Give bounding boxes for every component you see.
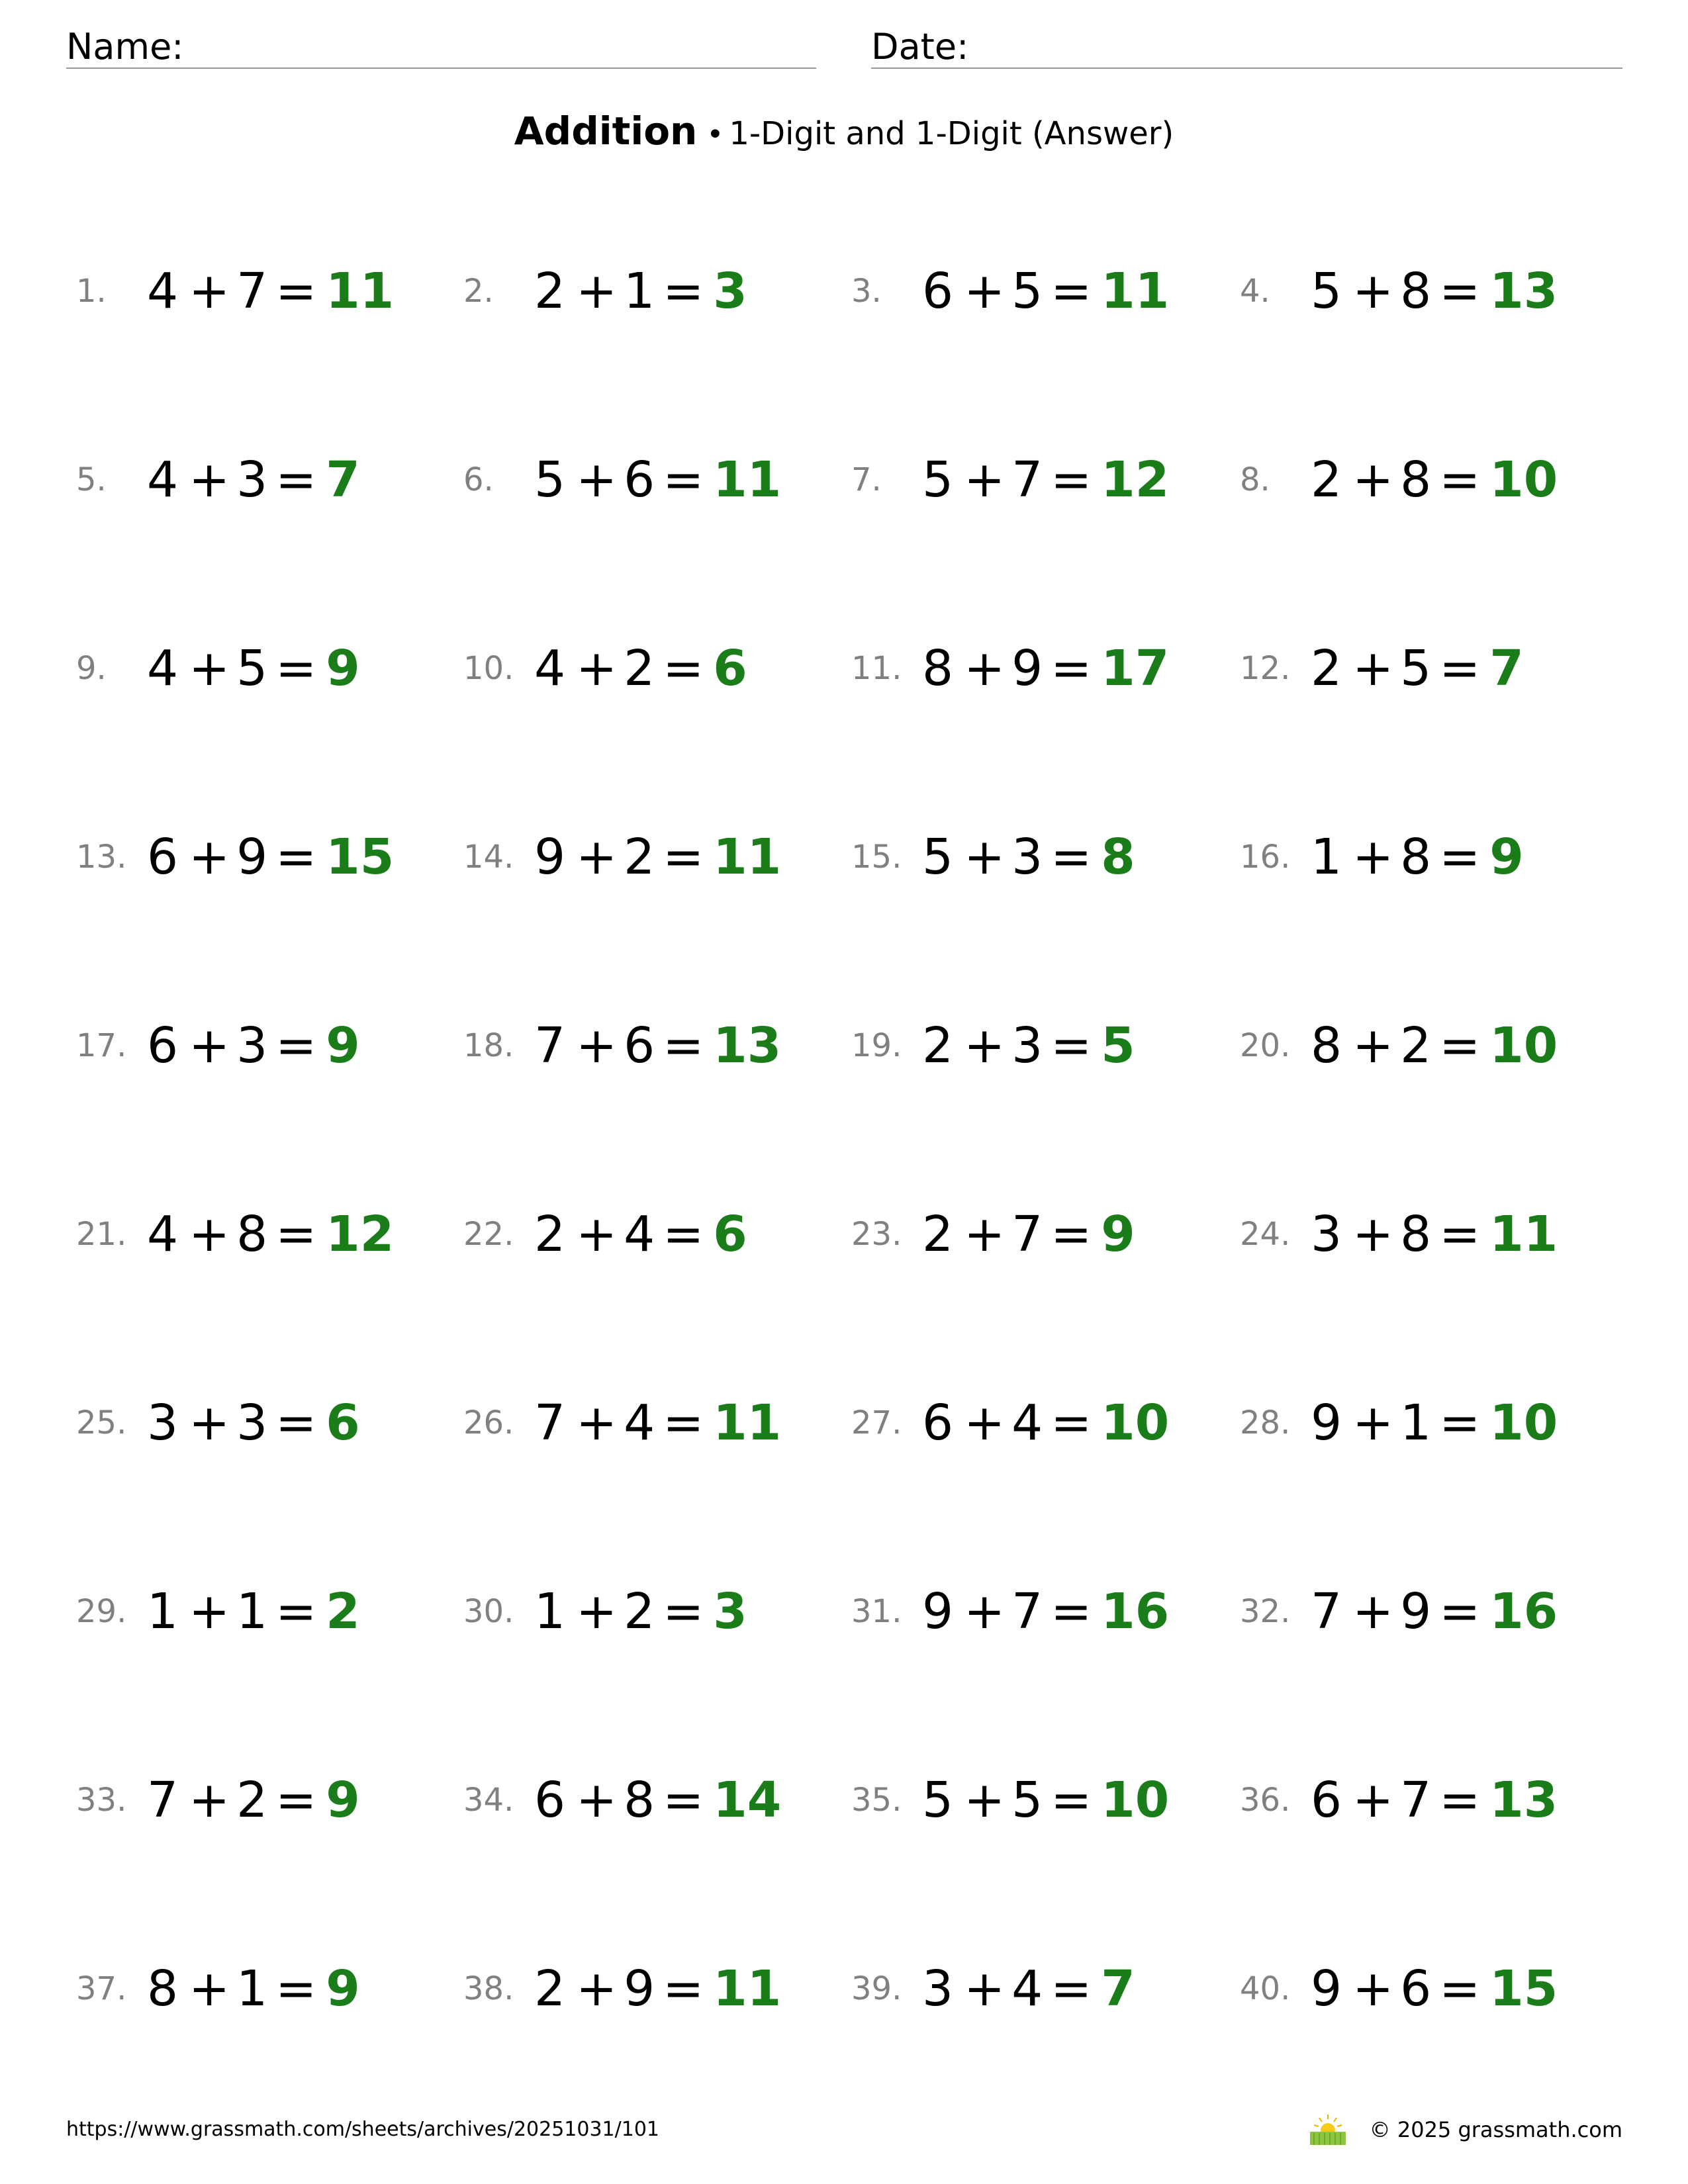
plus-sign: +: [964, 1960, 1006, 2017]
addend-b: 5: [236, 640, 268, 697]
problem-number: 25.: [76, 1404, 127, 1441]
addend-a: 2: [534, 1960, 566, 2017]
problem-number: 19.: [851, 1027, 902, 1064]
addend-b: 6: [624, 451, 655, 508]
footer-branding: [1305, 2110, 1622, 2150]
addend-a: 6: [922, 1394, 954, 1451]
answer: 11: [1101, 263, 1170, 320]
addend-b: 8: [1400, 829, 1432, 886]
addend-b: 9: [1011, 640, 1043, 697]
addend-a: 7: [534, 1017, 566, 1074]
plus-sign: +: [189, 1583, 230, 1640]
problem-number: 24.: [1240, 1216, 1291, 1253]
addend-a: 4: [147, 640, 179, 697]
problem-expression: [1311, 258, 1558, 324]
problem-expression: [147, 447, 360, 513]
equals-sign: =: [275, 1206, 317, 1263]
addend-b: 8: [1400, 263, 1432, 320]
problem-number: 1.: [76, 273, 107, 310]
problem-expression: [147, 1956, 360, 2022]
equals-sign: =: [1051, 1583, 1092, 1640]
problem-expression: [922, 1956, 1135, 2022]
addend-b: 2: [624, 640, 655, 697]
equals-sign: =: [1439, 1772, 1481, 1829]
equals-sign: =: [1051, 1394, 1092, 1451]
addend-b: 8: [1400, 1206, 1432, 1263]
problem-expression: [534, 1956, 781, 2022]
problem-number: 37.: [76, 1970, 127, 2007]
plus-sign: +: [1352, 263, 1394, 320]
addend-b: 1: [236, 1583, 268, 1640]
problem-expression: [147, 1767, 360, 1833]
plus-sign: +: [576, 1583, 618, 1640]
equals-sign: =: [1051, 1206, 1092, 1263]
equals-sign: =: [1051, 1017, 1092, 1074]
problem-number: 39.: [851, 1970, 902, 2007]
answer: 16: [1101, 1583, 1170, 1640]
equals-sign: =: [275, 1583, 317, 1640]
addend-a: 2: [534, 1206, 566, 1263]
problem-number: 6.: [463, 461, 494, 498]
plus-sign: +: [576, 640, 618, 697]
plus-sign: +: [576, 1017, 618, 1074]
answer: 9: [326, 640, 360, 697]
addend-b: 6: [624, 1017, 655, 1074]
answer: 7: [326, 451, 360, 508]
problem-expression: [147, 1201, 394, 1267]
addend-a: 1: [534, 1583, 566, 1640]
problem-expression: [534, 258, 747, 324]
addend-b: 1: [1400, 1394, 1432, 1451]
date-label: Date:: [871, 26, 969, 68]
addend-b: 4: [1011, 1960, 1043, 2017]
problem-number: 9.: [76, 650, 107, 687]
equals-sign: =: [1439, 1394, 1481, 1451]
plus-sign: +: [576, 1772, 618, 1829]
problem-number: 35.: [851, 1782, 902, 1819]
addend-b: 4: [624, 1394, 655, 1451]
problem-number: 18.: [463, 1027, 514, 1064]
plus-sign: +: [964, 1206, 1006, 1263]
equals-sign: =: [1439, 1960, 1481, 2017]
answer: 11: [713, 1960, 782, 2017]
plus-sign: +: [189, 1960, 230, 2017]
title-subtitle: 1-Digit and 1-Digit (Answer): [729, 115, 1174, 152]
plus-sign: +: [1352, 1583, 1394, 1640]
equals-sign: =: [663, 1394, 704, 1451]
plus-sign: +: [189, 1017, 230, 1074]
problem-number: 22.: [463, 1216, 514, 1253]
equals-sign: =: [663, 1017, 704, 1074]
plus-sign: +: [1352, 1017, 1394, 1074]
addend-b: 7: [1011, 451, 1043, 508]
problem-number: 4.: [1240, 273, 1270, 310]
problem-number: 29.: [76, 1593, 127, 1630]
addend-a: 8: [922, 640, 954, 697]
plus-sign: +: [1352, 640, 1394, 697]
equals-sign: =: [1051, 263, 1092, 320]
plus-sign: +: [189, 640, 230, 697]
addend-b: 9: [236, 829, 268, 886]
equals-sign: =: [1439, 829, 1481, 886]
answer: 10: [1489, 1394, 1558, 1451]
addend-a: 4: [534, 640, 566, 697]
problem-number: 16.: [1240, 839, 1291, 876]
plus-sign: +: [189, 451, 230, 508]
problem-expression: [1311, 1201, 1558, 1267]
addend-b: 5: [1011, 1772, 1043, 1829]
equals-sign: =: [1439, 451, 1481, 508]
answer: 13: [1489, 263, 1558, 320]
addend-b: 4: [624, 1206, 655, 1263]
equals-sign: =: [1439, 1017, 1481, 1074]
equals-sign: =: [663, 1583, 704, 1640]
problem-expression: [1311, 1390, 1558, 1456]
answer: 10: [1489, 451, 1558, 508]
addend-b: 7: [1400, 1772, 1432, 1829]
problem-expression: [922, 1390, 1169, 1456]
answer: 13: [713, 1017, 782, 1074]
problem-expression: [1311, 1956, 1558, 2022]
addend-b: 8: [1400, 451, 1432, 508]
equals-sign: =: [1439, 1206, 1481, 1263]
plus-sign: +: [189, 1206, 230, 1263]
addend-b: 2: [624, 1583, 655, 1640]
equals-sign: =: [663, 1206, 704, 1263]
addend-a: 9: [1311, 1960, 1342, 2017]
plus-sign: +: [964, 1772, 1006, 1829]
problem-expression: [922, 1201, 1135, 1267]
addend-b: 3: [1011, 829, 1043, 886]
equals-sign: =: [663, 263, 704, 320]
addend-b: 5: [1400, 640, 1432, 697]
plus-sign: +: [189, 1772, 230, 1829]
addend-a: 4: [147, 451, 179, 508]
answer: 10: [1101, 1394, 1170, 1451]
problem-number: 30.: [463, 1593, 514, 1630]
addend-b: 7: [1011, 1583, 1043, 1640]
answer: 2: [326, 1583, 360, 1640]
problem-expression: [147, 1578, 360, 1645]
problem-expression: [1311, 635, 1524, 702]
equals-sign: =: [275, 1960, 317, 2017]
equals-sign: =: [1051, 1772, 1092, 1829]
addend-b: 3: [1011, 1017, 1043, 1074]
problem-expression: [534, 1390, 781, 1456]
problem-expression: [147, 824, 394, 890]
answer: 17: [1101, 640, 1170, 697]
addend-a: 1: [1311, 829, 1342, 886]
answer: 9: [1489, 829, 1524, 886]
addend-a: 9: [922, 1583, 954, 1640]
addend-a: 2: [534, 263, 566, 320]
plus-sign: +: [964, 1394, 1006, 1451]
addend-a: 2: [922, 1206, 954, 1263]
answer: 9: [326, 1960, 360, 2017]
equals-sign: =: [275, 451, 317, 508]
addend-a: 6: [922, 263, 954, 320]
addend-b: 6: [1400, 1960, 1432, 2017]
problem-number: 31.: [851, 1593, 902, 1630]
answer: 11: [713, 829, 782, 886]
addend-a: 9: [534, 829, 566, 886]
equals-sign: =: [275, 1017, 317, 1074]
plus-sign: +: [1352, 829, 1394, 886]
plus-sign: +: [576, 451, 618, 508]
problem-number: 3.: [851, 273, 882, 310]
plus-sign: +: [964, 829, 1006, 886]
problem-number: 36.: [1240, 1782, 1291, 1819]
equals-sign: =: [663, 640, 704, 697]
plus-sign: +: [576, 1960, 618, 2017]
equals-sign: =: [1439, 263, 1481, 320]
title-separator: •: [706, 118, 724, 152]
answer: 3: [713, 1583, 747, 1640]
answer: 6: [326, 1394, 360, 1451]
plus-sign: +: [964, 263, 1006, 320]
addend-a: 5: [922, 1772, 954, 1829]
problem-expression: [147, 635, 360, 702]
problem-expression: [922, 258, 1169, 324]
problem-number: 26.: [463, 1404, 514, 1441]
problem-expression: [534, 1013, 781, 1079]
addend-b: 2: [624, 829, 655, 886]
plus-sign: +: [964, 1583, 1006, 1640]
problem-expression: [922, 1767, 1169, 1833]
addend-a: 6: [147, 1017, 179, 1074]
problem-number: 8.: [1240, 461, 1270, 498]
problem-expression: [922, 1013, 1135, 1079]
answer: 16: [1489, 1583, 1558, 1640]
problem-expression: [1311, 824, 1524, 890]
addend-a: 7: [1311, 1583, 1342, 1640]
problem-number: 13.: [76, 839, 127, 876]
title-main: Addition: [514, 109, 698, 154]
answer: 14: [713, 1772, 782, 1829]
plus-sign: +: [576, 263, 618, 320]
answer: 10: [1101, 1772, 1170, 1829]
problem-number: 20.: [1240, 1027, 1291, 1064]
addend-a: 1: [147, 1583, 179, 1640]
problem-expression: [922, 447, 1169, 513]
addend-b: 8: [624, 1772, 655, 1829]
equals-sign: =: [275, 829, 317, 886]
grass-sun-icon: [1305, 2113, 1351, 2146]
addend-a: 4: [147, 1206, 179, 1263]
answer: 7: [1489, 640, 1524, 697]
equals-sign: =: [663, 1772, 704, 1829]
equals-sign: =: [275, 263, 317, 320]
answer: 11: [326, 263, 395, 320]
addend-a: 4: [147, 263, 179, 320]
answer: 9: [326, 1772, 360, 1829]
equals-sign: =: [1051, 1960, 1092, 2017]
equals-sign: =: [1051, 451, 1092, 508]
name-label: Name:: [66, 26, 184, 68]
problem-number: 38.: [463, 1970, 514, 2007]
addend-a: 8: [1311, 1017, 1342, 1074]
problem-expression: [534, 447, 781, 513]
problem-expression: [147, 1390, 360, 1456]
addend-a: 5: [922, 451, 954, 508]
addend-b: 1: [236, 1960, 268, 2017]
addend-b: 3: [236, 1394, 268, 1451]
plus-sign: +: [189, 1394, 230, 1451]
problem-expression: [1311, 1578, 1558, 1645]
problem-number: 32.: [1240, 1593, 1291, 1630]
equals-sign: =: [275, 640, 317, 697]
equals-sign: =: [1051, 829, 1092, 886]
plus-sign: +: [576, 1206, 618, 1263]
copyright: © 2025 grassmath.com: [1369, 2117, 1622, 2142]
plus-sign: +: [964, 640, 1006, 697]
answer: 5: [1101, 1017, 1135, 1074]
answer: 9: [1101, 1206, 1135, 1263]
addend-b: 1: [624, 263, 655, 320]
addend-b: 7: [236, 263, 268, 320]
problem-number: 28.: [1240, 1404, 1291, 1441]
problem-expression: [922, 635, 1169, 702]
plus-sign: +: [1352, 1772, 1394, 1829]
problem-expression: [534, 1201, 747, 1267]
problem-number: 14.: [463, 839, 514, 876]
addend-b: 3: [236, 1017, 268, 1074]
addend-a: 2: [1311, 640, 1342, 697]
problem-number: 10.: [463, 650, 514, 687]
problem-expression: [534, 1578, 747, 1645]
answer: 10: [1489, 1017, 1558, 1074]
addend-a: 3: [1311, 1206, 1342, 1263]
problem-number: 7.: [851, 461, 882, 498]
problem-expression: [534, 635, 747, 702]
addend-a: 5: [1311, 263, 1342, 320]
equals-sign: =: [1439, 640, 1481, 697]
problem-expression: [1311, 447, 1558, 513]
problem-number: 17.: [76, 1027, 127, 1064]
problem-expression: [922, 1578, 1169, 1645]
addend-a: 7: [147, 1772, 179, 1829]
footer-url[interactable]: https://www.grassmath.com/sheets/archives/20251031/101: [66, 2118, 660, 2141]
problem-number: 23.: [851, 1216, 902, 1253]
addend-a: 6: [1311, 1772, 1342, 1829]
answer: 12: [326, 1206, 395, 1263]
problem-number: 40.: [1240, 1970, 1291, 2007]
problem-number: 21.: [76, 1216, 127, 1253]
addend-a: 5: [922, 829, 954, 886]
plus-sign: +: [1352, 1960, 1394, 2017]
problem-number: 11.: [851, 650, 902, 687]
problem-number: 5.: [76, 461, 107, 498]
problem-expression: [1311, 1013, 1558, 1079]
answer: 6: [713, 640, 747, 697]
problem-expression: [147, 1013, 360, 1079]
answer: 15: [1489, 1960, 1558, 2017]
problem-number: 2.: [463, 273, 494, 310]
problem-number: 33.: [76, 1782, 127, 1819]
problem-number: 27.: [851, 1404, 902, 1441]
addend-b: 9: [624, 1960, 655, 2017]
plus-sign: +: [1352, 1206, 1394, 1263]
answer: 8: [1101, 829, 1135, 886]
addend-a: 8: [147, 1960, 179, 2017]
answer: 11: [713, 451, 782, 508]
plus-sign: +: [576, 829, 618, 886]
problem-expression: [1311, 1767, 1558, 1833]
answer: 12: [1101, 451, 1170, 508]
problem-expression: [147, 258, 394, 324]
answer: 13: [1489, 1772, 1558, 1829]
addend-a: 6: [147, 829, 179, 886]
addend-a: 2: [1311, 451, 1342, 508]
answer: 11: [713, 1394, 782, 1451]
addend-a: 3: [922, 1960, 954, 2017]
equals-sign: =: [663, 829, 704, 886]
addend-b: 3: [236, 451, 268, 508]
addend-b: 5: [1011, 263, 1043, 320]
equals-sign: =: [275, 1772, 317, 1829]
plus-sign: +: [1352, 451, 1394, 508]
addend-b: 2: [236, 1772, 268, 1829]
addend-a: 6: [534, 1772, 566, 1829]
addend-b: 9: [1400, 1583, 1432, 1640]
plus-sign: +: [964, 451, 1006, 508]
addend-b: 4: [1011, 1394, 1043, 1451]
problem-expression: [534, 1767, 781, 1833]
answer: 6: [713, 1206, 747, 1263]
equals-sign: =: [1439, 1583, 1481, 1640]
plus-sign: +: [189, 263, 230, 320]
addend-a: 3: [147, 1394, 179, 1451]
plus-sign: +: [576, 1394, 618, 1451]
addend-a: 2: [922, 1017, 954, 1074]
answer: 11: [1489, 1206, 1558, 1263]
problem-number: 34.: [463, 1782, 514, 1819]
equals-sign: =: [663, 1960, 704, 2017]
addend-b: 8: [236, 1206, 268, 1263]
equals-sign: =: [663, 451, 704, 508]
problem-number: 15.: [851, 839, 902, 876]
plus-sign: +: [1352, 1394, 1394, 1451]
plus-sign: +: [189, 829, 230, 886]
plus-sign: +: [964, 1017, 1006, 1074]
equals-sign: =: [1051, 640, 1092, 697]
answer: 9: [326, 1017, 360, 1074]
problem-number: 12.: [1240, 650, 1291, 687]
addend-b: 7: [1011, 1206, 1043, 1263]
equals-sign: =: [275, 1394, 317, 1451]
problem-expression: [534, 824, 781, 890]
addend-b: 2: [1400, 1017, 1432, 1074]
answer: 15: [326, 829, 395, 886]
problem-expression: [922, 824, 1135, 890]
answer: 3: [713, 263, 747, 320]
addend-a: 5: [534, 451, 566, 508]
addend-a: 7: [534, 1394, 566, 1451]
answer: 7: [1101, 1960, 1135, 2017]
addend-a: 9: [1311, 1394, 1342, 1451]
